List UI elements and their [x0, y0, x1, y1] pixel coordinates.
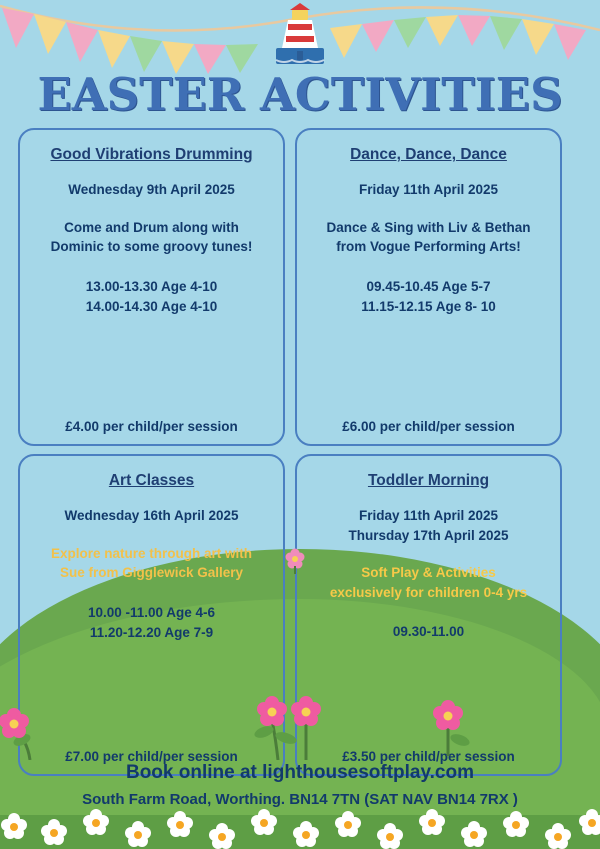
activity-time-slot: 11.15-12.15 Age 8- 10	[361, 298, 496, 314]
activity-title: Art Classes	[108, 472, 195, 489]
activity-time-slot: 14.00-14.30 Age 4-10	[85, 298, 218, 314]
activity-description-line: Explore nature through art with	[50, 545, 252, 561]
activity-date: Friday 11th April 2025	[358, 182, 499, 197]
activity-times	[30, 603, 273, 644]
activity-description	[307, 563, 550, 602]
activity-price: £4.00 per child/per session	[65, 419, 238, 434]
activity-times	[307, 277, 550, 318]
activity-card-grid	[18, 128, 582, 776]
activity-price: £6.00 per child/per session	[342, 419, 515, 434]
activity-time-slot: 13.00-13.30 Age 4-10	[85, 278, 218, 294]
flower-icon	[420, 686, 480, 756]
activity-title: Dance, Dance, Dance	[350, 146, 507, 163]
flower-icon	[0, 690, 70, 760]
page-title: EASTER ACTIVITIES	[37, 68, 563, 121]
activity-price: £7.00 per child/per session	[65, 749, 238, 764]
address-line: South Farm Road, Worthing. BN14 7TN (SAT NAV BN14 7RX )	[82, 791, 518, 808]
activity-card	[295, 128, 562, 446]
activity-time-slot: 11.20-12.20 Age 7-9	[89, 624, 214, 640]
activity-date: Wednesday 16th April 2025	[64, 508, 239, 523]
lighthouse-icon	[268, 2, 332, 68]
activity-price: £3.50 per child/per session	[342, 749, 515, 764]
activity-description-line: Dance & Sing with Liv & Bethan	[326, 219, 531, 235]
activity-time-slot: 10.00 -11.00 Age 4-6	[87, 604, 216, 620]
activity-title: Toddler Morning	[367, 472, 490, 489]
activity-description	[30, 218, 273, 257]
activity-title: Good Vibrations Drumming	[50, 146, 253, 163]
activity-description-line: Come and Drum along with	[64, 219, 239, 235]
activity-description-line: Sue from Gigglewick Gallery	[59, 565, 244, 581]
activity-date-line: Friday 11th April 2025	[358, 508, 499, 523]
activity-date	[307, 506, 550, 545]
activity-card	[18, 128, 285, 446]
activity-description	[307, 218, 550, 257]
daisy-band-icon	[0, 793, 600, 849]
activity-description	[30, 544, 273, 583]
activity-description-line: exclusively for children 0-4 yrs	[329, 584, 528, 600]
flower-icon	[248, 680, 338, 760]
activity-time-slot: 09.45-10.45 Age 5-7	[366, 278, 491, 294]
activity-date: Wednesday 9th April 2025	[68, 182, 235, 197]
flower-icon	[282, 548, 308, 574]
activity-description-line: Soft Play & Activities	[361, 565, 496, 581]
activity-time-slot: 09.30-11.00	[392, 624, 465, 640]
activity-description-line: from Vogue Performing Arts!	[336, 239, 521, 255]
activity-date-line: Thursday 17th April 2025	[348, 527, 509, 543]
booking-line[interactable]: Book online at lighthousesoftplay.com	[125, 762, 474, 783]
activity-times	[307, 622, 550, 642]
activity-description-line: Dominic to some groovy tunes!	[50, 239, 253, 255]
activity-times	[30, 277, 273, 318]
